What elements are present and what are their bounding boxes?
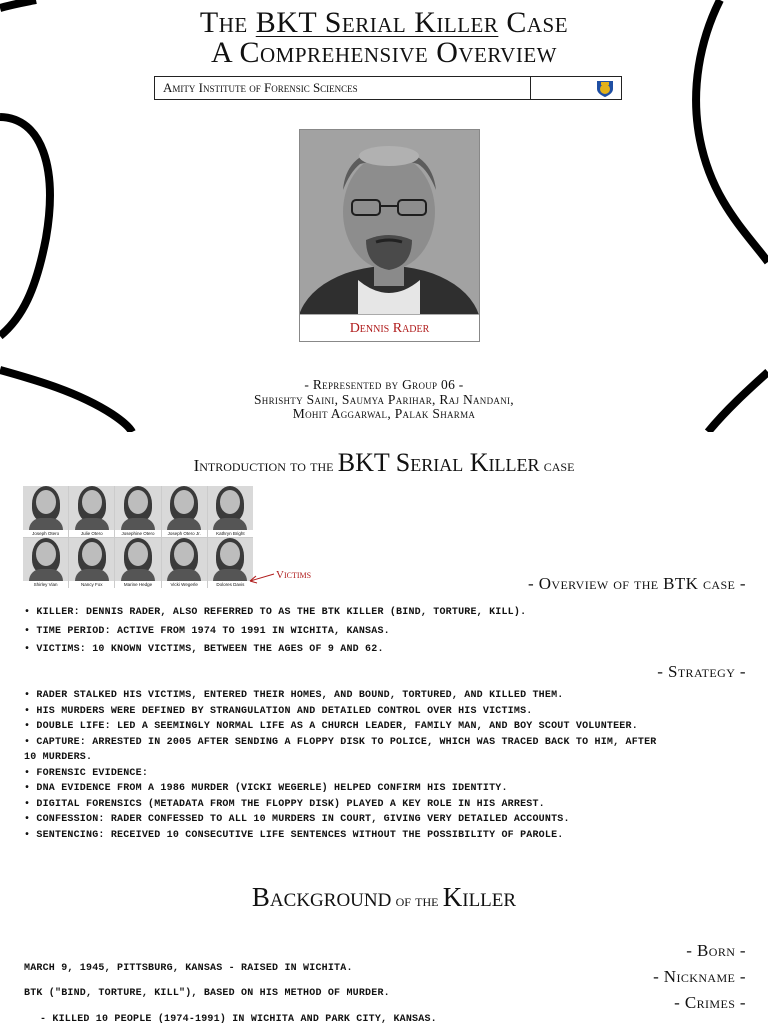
victim-photo: [208, 486, 253, 537]
list-item: 10 MURDERS.: [24, 752, 93, 763]
list-item: • CAPTURE: ARRESTED IN 2005 AFTER SENDING A FLOPPY DISK TO POLICE, WHICH WAS TRACED BACK TO HIM, AFTER: [24, 736, 657, 748]
victim-photo-grid: [23, 486, 253, 588]
members-line-2: Mohit Aggarwal, Palak Sharma: [292, 406, 476, 421]
background-title-small: of the: [391, 891, 443, 910]
amity-logo-icon: [595, 78, 615, 98]
victim-name: Kathryn Bright: [208, 530, 253, 537]
list-item: • VICTIMS: 10 KNOWN VICTIMS, BETWEEN THE AGES OF 9 AND 62.: [24, 644, 384, 655]
list-item: • SENTENCING: RECEIVED 10 CONSECUTIVE LIFE SENTENCES WITHOUT THE POSSIBILITY OF PAROLE.: [24, 829, 564, 841]
list-item: • DNA EVIDENCE FROM A 1986 MURDER (VICKI WEGERLE) HELPED CONFIRM HIS IDENTITY.: [24, 783, 508, 794]
victim-name: Shirley Vian: [23, 581, 68, 588]
victim-photo: [23, 486, 68, 537]
born-text: MARCH 9, 1945, PITTSBURG, KANSAS - RAISED IN WICHITA.: [24, 963, 353, 974]
intro-title-small-2: case: [539, 456, 575, 475]
victim-name: Nancy Fox: [69, 581, 114, 588]
main-title-line-1: [0, 6, 768, 40]
victim-name: Julie Otero: [69, 530, 114, 537]
portrait-photo: [300, 130, 479, 314]
list-item: • HIS MURDERS WERE DEFINED BY STRANGULATION AND DETAILED CONTROL OVER HIS VICTIMS.: [24, 705, 533, 717]
portrait-illustration: [300, 130, 479, 314]
victims-label: Victims: [276, 569, 312, 581]
victim-name: Vicki Wegerle: [162, 581, 207, 588]
institute-banner: [154, 76, 622, 100]
list-item: • RADER STALKED HIS VICTIMS, ENTERED THEIR HOMES, AND BOUND, TORTURED, AND KILLED THEM.: [24, 690, 564, 701]
background-title-large-1: Background: [251, 882, 392, 912]
list-item: • KILLER: DENNIS RADER, ALSO REFERRED TO AS THE BTK KILLER (BIND, TORTURE, KILL).: [24, 607, 527, 618]
victim-photo: [69, 486, 114, 537]
strategy-list: [24, 688, 657, 843]
born-heading: - Born -: [686, 941, 746, 960]
list-item: • DOUBLE LIFE: LED A SEEMINGLY NORMAL LIFE AS A CHURCH LEADER, FAMILY MAN, AND BOY SCOUT VOLUNTEER.: [24, 721, 638, 732]
overview-list: [24, 604, 526, 660]
crimes-heading: - Crimes -: [674, 993, 746, 1012]
background-title: [0, 882, 768, 913]
nickname-heading: - Nickname -: [653, 967, 746, 986]
list-item: • TIME PERIOD: ACTIVE FROM 1974 TO 1991 IN WICHITA, KANSAS.: [24, 625, 390, 637]
intro-title-large: BKT Serial Killer: [337, 448, 540, 477]
victim-photo: [115, 538, 160, 589]
victim-photo: [69, 538, 114, 589]
victim-name: Dolores Davis: [208, 581, 253, 588]
victim-photo: [162, 538, 207, 589]
victim-name: Joseph Otero Jr.: [162, 530, 207, 537]
victim-photo: [115, 486, 160, 537]
victim-photo: [162, 486, 207, 537]
red-arrow-icon: [246, 572, 276, 584]
overview-heading: - Overview of the BTK case -: [528, 574, 746, 593]
title-slide: [0, 0, 768, 432]
victim-name: Marine Hedge: [115, 581, 160, 588]
list-item: • DIGITAL FORENSICS (METADATA FROM THE FLOPPY DISK) PLAYED A KEY ROLE IN HIS ARREST.: [24, 798, 545, 810]
victim-name: Josephine Otero: [115, 530, 160, 537]
title-prefix: The: [199, 6, 256, 39]
portrait-frame: [299, 129, 480, 342]
list-item: • FORENSIC EVIDENCE:: [24, 767, 149, 779]
institute-name: Amity Institute of Forensic Sciences: [155, 77, 531, 99]
victim-photo: [23, 538, 68, 589]
portrait-caption: Dennis Rader: [300, 314, 479, 342]
strategy-heading: - Strategy -: [657, 662, 746, 681]
members-line-1: Shrishty Saini, Saumya Parihar, Raj Nandani,: [254, 392, 514, 407]
crimes-text: - KILLED 10 PEOPLE (1974-1991) IN WICHITA AND PARK CITY, KANSAS.: [40, 1014, 437, 1025]
group-label: - Represented by Group 06 -: [304, 377, 464, 392]
intro-title: [0, 448, 768, 478]
victim-name: Joseph Otero: [23, 530, 68, 537]
content-slide: [0, 432, 768, 1024]
title-suffix: Case: [498, 6, 569, 39]
background-title-large-2: Killer: [442, 882, 517, 912]
intro-title-small-1: Introduction to the: [193, 456, 338, 475]
institute-logo-cell: [531, 77, 621, 99]
main-title-line-2: A Comprehensive Overview: [211, 36, 557, 69]
nickname-text: BTK ("BIND, TORTURE, KILL"), BASED ON HIS METHOD OF MURDER.: [24, 988, 390, 999]
list-item: • CONFESSION: RADER CONFESSED TO ALL 10 MURDERS IN COURT, GIVING VERY DETAILED ACCOUNTS.: [24, 814, 570, 825]
title-underlined: BKT Serial Killer: [255, 6, 499, 39]
